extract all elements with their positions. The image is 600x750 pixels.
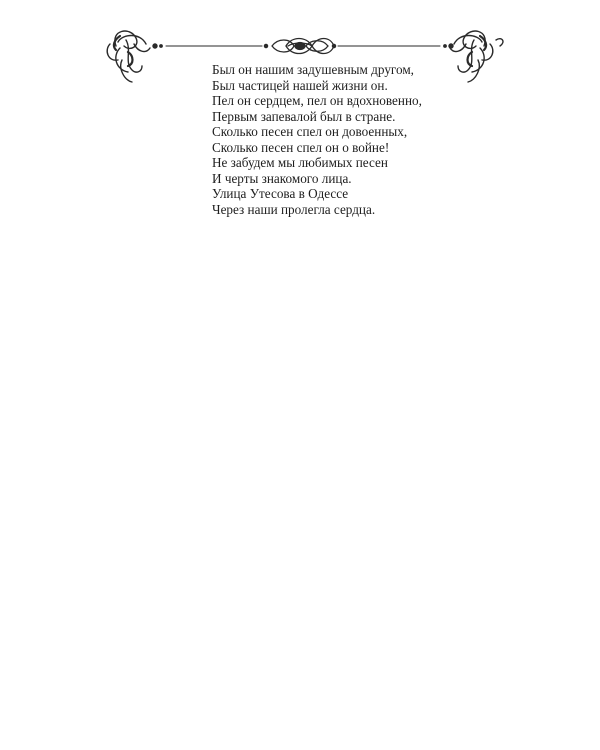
right-corner-flourish-icon (444, 31, 503, 82)
center-ornament-icon (264, 39, 335, 54)
poem-stanza (212, 62, 422, 217)
poem-line: Улица Утесова в Одессе (212, 186, 349, 201)
poem-line: Не забудем мы любимых песен (212, 155, 388, 170)
poem-line: И черты знакомого лица. (212, 170, 352, 186)
poem-line: Был он нашим задушевным другом, (212, 62, 414, 77)
poem-line: Пел он сердцем, пел он вдохновенно, (212, 93, 422, 108)
poem-line: Был частицей нашей жизни он. (212, 77, 388, 93)
left-corner-flourish-icon (107, 31, 162, 82)
poem-line: Сколько песен спел он о войне! (212, 139, 390, 155)
poem-line: Через наши пролегла сердца. (212, 201, 376, 217)
poem-line: Первым запевалой был в стране. (212, 108, 396, 124)
poem-line: Сколько песен спел он довоенных, (212, 124, 408, 139)
